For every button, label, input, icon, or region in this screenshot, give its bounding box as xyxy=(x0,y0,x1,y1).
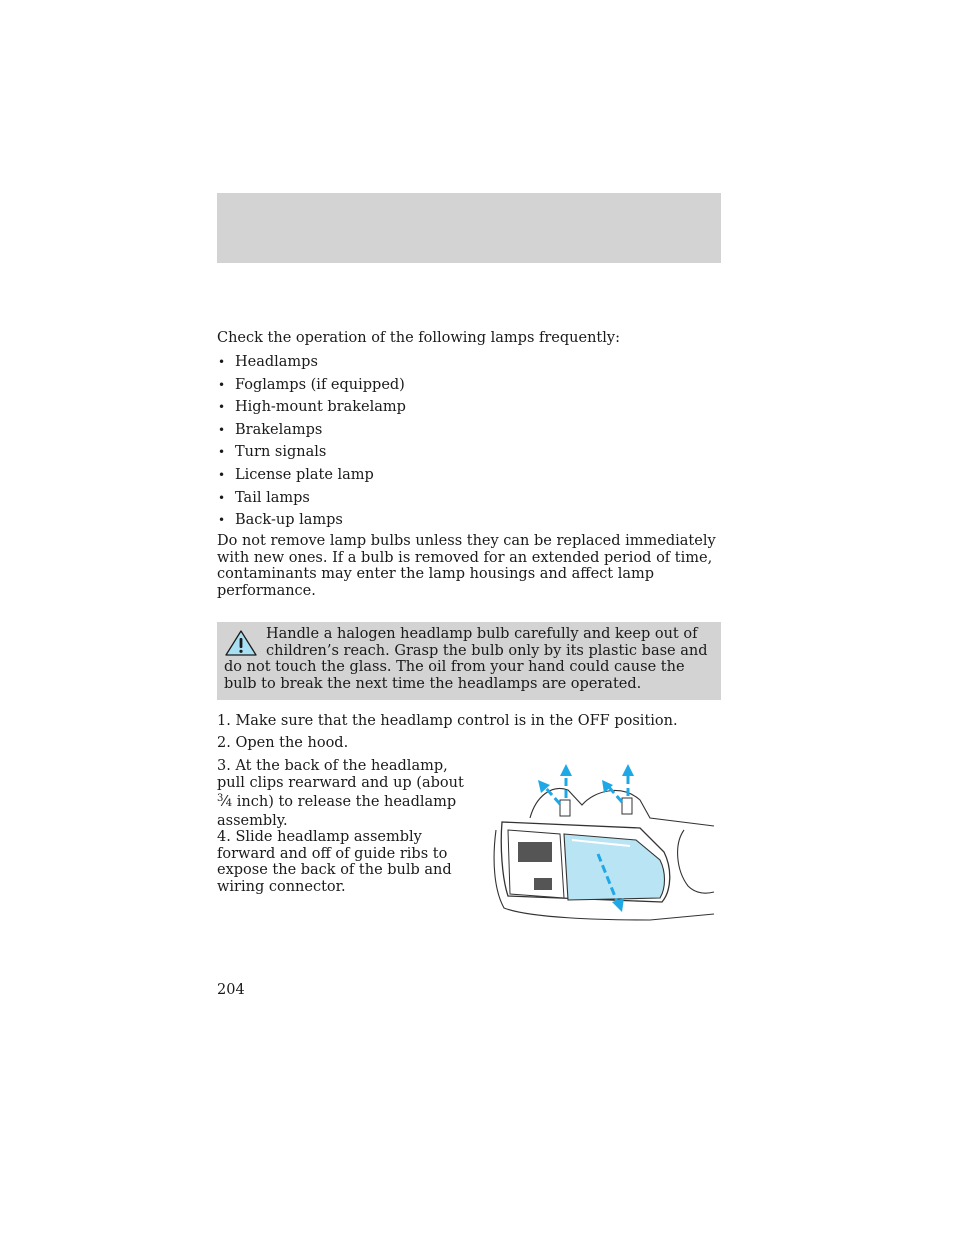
lamp-label: Turn signals xyxy=(235,444,327,461)
lamp-label: Headlamps xyxy=(235,354,318,371)
arrow-rearward-right-clip xyxy=(608,786,622,802)
reflector-detail-upper xyxy=(518,842,552,862)
fraction-denominator: 4 xyxy=(225,798,233,809)
list-item xyxy=(217,509,406,532)
page-number: 204 xyxy=(217,982,245,998)
lamp-label: License plate lamp xyxy=(235,467,374,484)
lamp-label: Foglamps (if equipped) xyxy=(235,376,405,393)
intro-text: Check the operation of the following lamps frequently: xyxy=(217,330,620,346)
retaining-clip-right xyxy=(622,798,632,814)
bullet-glyph: • xyxy=(218,377,226,392)
list-item xyxy=(217,396,406,419)
warning-text: Handle a halogen headlamp bulb carefully and keep out of children’s reach. Grasp the bulb only by its plastic base and do not touch the glass. The oil from your hand could cause the bulb to break the next time the headlamps are operated. xyxy=(224,626,708,692)
list-item xyxy=(217,487,406,510)
list-item xyxy=(217,441,406,464)
list-item xyxy=(217,464,406,487)
bullet-glyph: • xyxy=(218,468,226,483)
step-3: 3. At the back of the headlamp, pull clips rearward and up (about $^3$⁄4 inch) to release the headlamp assembly. xyxy=(217,758,464,829)
lamp-list xyxy=(217,351,406,532)
list-item xyxy=(217,374,406,397)
step-3-text-end: inch) to release the headlamp assembly. xyxy=(217,794,457,829)
reflector-detail-lower xyxy=(534,878,552,890)
bullet-glyph: • xyxy=(218,445,226,460)
bullet-glyph: • xyxy=(218,513,226,528)
warning-triangle-icon xyxy=(224,629,258,657)
lamp-label: Tail lamps xyxy=(235,489,310,506)
lamp-label: High-mount brakelamp xyxy=(235,399,406,416)
bullet-glyph: • xyxy=(218,355,226,370)
section-header-band xyxy=(217,193,721,263)
bullet-glyph: • xyxy=(218,490,226,505)
contaminants-paragraph: Do not remove lamp bulbs unless they can be replaced immediately with new ones. If a bulb is removed for an extended period of time, contaminants may enter the lamp housings and affect lamp performance. xyxy=(217,533,716,599)
lamp-label: Back-up lamps xyxy=(235,512,343,529)
arrowhead xyxy=(622,764,634,776)
retaining-clip-left xyxy=(560,800,570,816)
list-item xyxy=(217,351,406,374)
warning-box xyxy=(217,622,721,700)
headlamp-removal-illustration xyxy=(490,760,720,926)
step-3-text-start: 3. At the back of the headlamp, pull clips rearward and up (about xyxy=(217,758,464,791)
lamp-label: Brakelamps xyxy=(235,421,323,438)
step-4: 4. Slide headlamp assembly forward and off of guide ribs to expose the back of the bulb and wiring connector. xyxy=(217,829,452,895)
bullet-glyph: • xyxy=(218,400,226,415)
fraction-numerator: 3 xyxy=(217,793,224,804)
arrowhead xyxy=(560,764,572,776)
list-item xyxy=(217,419,406,442)
step-1: 1. Make sure that the headlamp control is in the OFF position. xyxy=(217,713,678,729)
bullet-glyph: • xyxy=(218,422,226,437)
grille-outline xyxy=(678,830,714,893)
step-2: 2. Open the hood. xyxy=(217,735,349,751)
